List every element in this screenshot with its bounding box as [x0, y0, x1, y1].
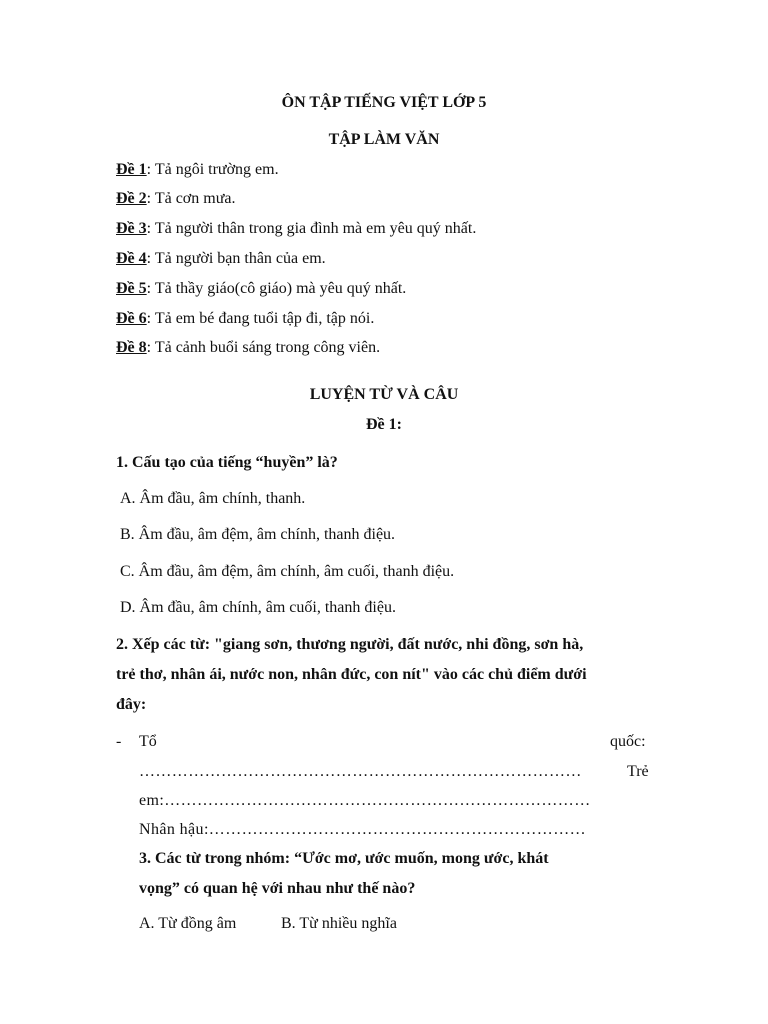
- answer-blank-nhan-hau: Nhân hậu:……………………………………………………………: [139, 821, 587, 838]
- essay-topic-item: [116, 190, 235, 208]
- answer-blank-to-quoc: ………………………………………………………………………: [139, 763, 582, 780]
- essay-topic-item: [116, 339, 380, 357]
- exercise-heading: Đề 1:: [366, 416, 402, 433]
- section-heading-luyen-tu-va-cau: LUYỆN TỪ VÀ CÂU: [309, 386, 459, 403]
- essay-topic-item: [116, 161, 279, 179]
- question-2-line-2: trẻ thơ, nhân ái, nước non, nhân đức, con nít" vào các chủ điểm dưới: [116, 666, 587, 683]
- essay-topic-label: Đề 3: [116, 220, 147, 237]
- bullet-dash: -: [116, 733, 122, 750]
- essay-topic-text: : Tả cơn mưa.: [146, 190, 236, 207]
- question-2-line-1: 2. Xếp các từ: "giang sơn, thương người, đất nước, nhi đồng, sơn hà,: [116, 636, 584, 653]
- essay-topic-label: Đề 5: [116, 280, 147, 297]
- topic-to-quoc-label-right: quốc:: [610, 733, 646, 750]
- question-3-option-b: B. Từ nhiều nghĩa: [281, 915, 397, 932]
- essay-topic-label: Đề 6: [116, 310, 147, 327]
- topic-to-quoc-label-left: Tổ: [139, 733, 157, 750]
- section-heading-tap-lam-van: TẬP LÀM VĂN: [328, 131, 440, 148]
- essay-topic-text: : Tả người thân trong gia đình mà em yêu quý nhất.: [146, 220, 477, 237]
- essay-topic-item: [116, 220, 476, 238]
- essay-topic-label: Đề 1: [116, 161, 147, 178]
- question-2-line-3: đây:: [116, 696, 147, 713]
- answer-blank-tre-em: em:……………………………………………………………………: [139, 792, 591, 809]
- question-1-option-b: B. Âm đầu, âm đệm, âm chính, thanh điệu.: [120, 526, 396, 543]
- essay-topic-item: [116, 310, 374, 328]
- essay-topic-label: Đề 2: [116, 190, 147, 207]
- essay-topic-item: [116, 250, 326, 268]
- essay-topic-text: : Tả thầy giáo(cô giáo) mà yêu quý nhất.: [146, 280, 407, 297]
- essay-topic-text: : Tả em bé đang tuổi tập đi, tập nói.: [146, 310, 375, 327]
- question-3-line-2: vọng” có quan hệ với nhau như thế nào?: [139, 880, 416, 897]
- essay-topic-text: : Tả ngôi trường em.: [146, 161, 279, 178]
- question-1-option-c: C. Âm đầu, âm đệm, âm chính, âm cuối, thanh điệu.: [120, 563, 455, 580]
- essay-topic-text: : Tả người bạn thân của em.: [146, 250, 326, 267]
- essay-topic-text: : Tả cảnh buổi sáng trong công viên.: [146, 339, 381, 356]
- topic-tre-em-label: Trẻ: [627, 763, 649, 780]
- essay-topic-label: Đề 8: [116, 339, 147, 356]
- essay-topic-label: Đề 4: [116, 250, 147, 267]
- question-3-option-a: A. Từ đồng âm: [139, 915, 237, 932]
- essay-topic-item: [116, 280, 406, 298]
- document-title: ÔN TẬP TIẾNG VIỆT LỚP 5: [281, 94, 487, 111]
- question-3-line-1: 3. Các từ trong nhóm: “Ước mơ, ước muốn, mong ước, khát: [139, 850, 549, 867]
- question-1-option-a: A. Âm đầu, âm chính, thanh.: [120, 490, 306, 507]
- question-1: 1. Cấu tạo của tiếng “huyền” là?: [116, 454, 338, 471]
- question-1-option-d: D. Âm đầu, âm chính, âm cuối, thanh điệu.: [120, 599, 396, 616]
